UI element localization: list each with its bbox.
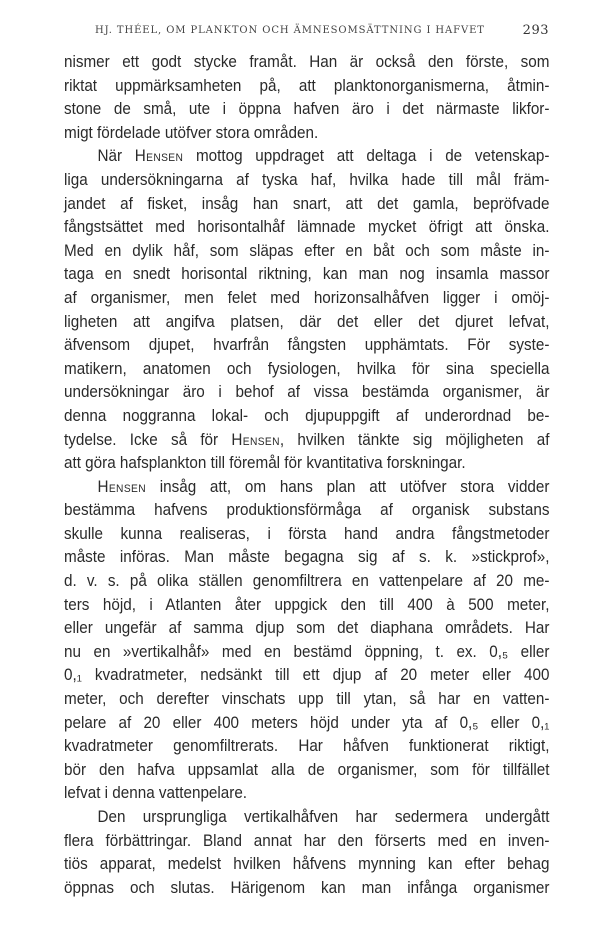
text-segment: riktat uppmärksamheten på, att planktonorganismerna, åtmin-	[64, 76, 550, 95]
text-segment: undersökningar äro i behof af vissa bestämda organismer, är	[64, 383, 550, 402]
text-segment: skulle kunna realiseras, i första hand andra fångstmetoder	[64, 524, 550, 543]
text-line	[64, 287, 549, 311]
text-segment: nu en »vertikalhåf» med en bestämd öppning, t. ex. 0,₅ eller	[64, 642, 550, 661]
text-line	[64, 216, 549, 240]
text-line	[64, 594, 549, 618]
text-line	[64, 452, 549, 476]
text-line	[64, 193, 549, 217]
text-line	[64, 523, 549, 547]
body-text	[64, 51, 549, 900]
text-segment: denna noggranna lokal- och djupuppgift af underordnad be-	[64, 406, 550, 425]
text-segment: liga undersökningarna af tyska haf, hvilka hade till mål främ-	[64, 170, 550, 189]
text-line	[64, 311, 549, 335]
text-line	[64, 641, 549, 665]
text-segment: d. v. s. på olika ställen genomfiltrera en vattenpelare af 20 me-	[64, 572, 550, 591]
text-line	[64, 169, 549, 193]
text-line	[64, 664, 549, 688]
text-segment: tydelse. Icke så för	[64, 430, 232, 449]
text-line	[64, 75, 549, 99]
text-segment: bör den hafva uppsamlat alla de organismer, som för tillfället	[64, 760, 550, 779]
text-segment: pelare af 20 eller 400 meters höjd under yta af 0,₅ eller 0,₁	[64, 713, 550, 732]
text-segment: ters höjd, i Atlanten åter uppgick den till 400 à 500 meter,	[64, 595, 550, 614]
text-line	[64, 145, 549, 169]
author-name: Hensen	[231, 430, 280, 449]
text-segment: lefvat i denna vattenpelare.	[64, 784, 248, 803]
text-segment: kvadratmeter genomfiltrerats. Har håfven funktionerat riktigt,	[64, 737, 550, 756]
text-line	[64, 759, 549, 783]
text-segment: äfvensom djupet, hvarfrån fångsten upphämtats. För syste-	[64, 336, 550, 355]
text-line	[64, 51, 549, 75]
text-segment: af organismer, men felet med horizonsalhåfven ligger i omöj-	[64, 288, 550, 307]
text-line	[64, 688, 549, 712]
text-line	[64, 358, 549, 382]
text-line	[64, 782, 549, 806]
text-line	[64, 806, 549, 830]
text-segment: att göra hafsplankton till föremål för kvantitativa forskningar.	[64, 454, 466, 473]
text-segment: tiös apparat, medelst hvilken håfvens mynning kan efter behag	[64, 855, 550, 874]
text-segment: , hvilken tänkte sig möjligheten af	[279, 430, 550, 449]
text-line	[64, 381, 549, 405]
text-line	[64, 405, 549, 429]
text-line	[64, 122, 549, 146]
text-segment: bestämma hafvens produktionsförmåga af organisk substans	[64, 501, 550, 520]
text-segment: Den ursprungliga vertikalhåfven har sedermera undergått	[97, 808, 550, 826]
text-segment: öppnas och slutas. Härigenom kan man infånga organismer	[64, 878, 550, 897]
text-segment: flera förbättringar. Bland annat har den förserts med en inven-	[64, 831, 550, 850]
running-title: HJ. THÉEL, OM PLANKTON OCH ÄMNESOMSÄTTNING I HAFVET	[95, 25, 485, 36]
text-segment: 0,₁ kvadratmeter, nedsänkt till ett djup af 20 meter eller 400	[64, 666, 550, 685]
text-line	[64, 830, 549, 854]
text-segment: När	[97, 147, 135, 166]
text-line	[64, 570, 549, 594]
text-segment: nismer ett godt stycke framåt. Han är också den förste, som	[64, 53, 550, 71]
text-line	[64, 853, 549, 877]
text-line	[64, 98, 549, 122]
text-segment: matikern, anatomen och fysiologen, hvilka för sina speciella	[64, 359, 550, 378]
text-segment: jandet af fisket, insåg han snart, att det gamla, bepröfvade	[64, 194, 550, 213]
text-segment: meter, och derefter vinschats upp till ytan, så har en vatten-	[64, 690, 550, 709]
text-segment: eller ungefär af samma djup som det diaphana områdets. Har	[64, 619, 550, 638]
text-line	[64, 240, 549, 264]
text-line	[64, 546, 549, 570]
text-line	[64, 735, 549, 759]
page-number: 293	[522, 23, 549, 38]
running-header	[95, 23, 549, 39]
text-line	[64, 476, 549, 500]
text-line	[64, 877, 549, 901]
text-segment: Med en dylik håf, som släpas efter en båt och som måste in-	[64, 241, 550, 260]
text-segment: migt fördelade utöfver stora områden.	[64, 123, 319, 142]
text-segment: insåg att, om hans plan att utöfver stora vidder	[145, 477, 550, 496]
author-name: Hensen	[97, 477, 146, 496]
text-line	[64, 429, 549, 453]
text-line	[64, 263, 549, 287]
text-segment: ligheten att angifva platsen, där det eller det djuret lefvat,	[64, 312, 550, 331]
text-segment: stone de små, ute i öppna hafven äro i det närmaste likfor-	[64, 100, 550, 119]
text-line	[64, 499, 549, 523]
text-line	[64, 712, 549, 736]
text-line	[64, 617, 549, 641]
text-segment: måste införas. Man måste begagna sig af s. k. »stickprof»,	[64, 548, 550, 567]
text-line	[64, 334, 549, 358]
text-segment: fångstsättet med horisontalhåf lämnade mycket öfrigt att önska.	[64, 218, 550, 237]
author-name: Hensen	[134, 147, 184, 166]
text-segment: taga en snedt horisontal riktning, kan man nog insamla massor	[64, 265, 550, 284]
text-segment: mottog uppdraget att deltaga i de vetenskap-	[183, 147, 550, 166]
